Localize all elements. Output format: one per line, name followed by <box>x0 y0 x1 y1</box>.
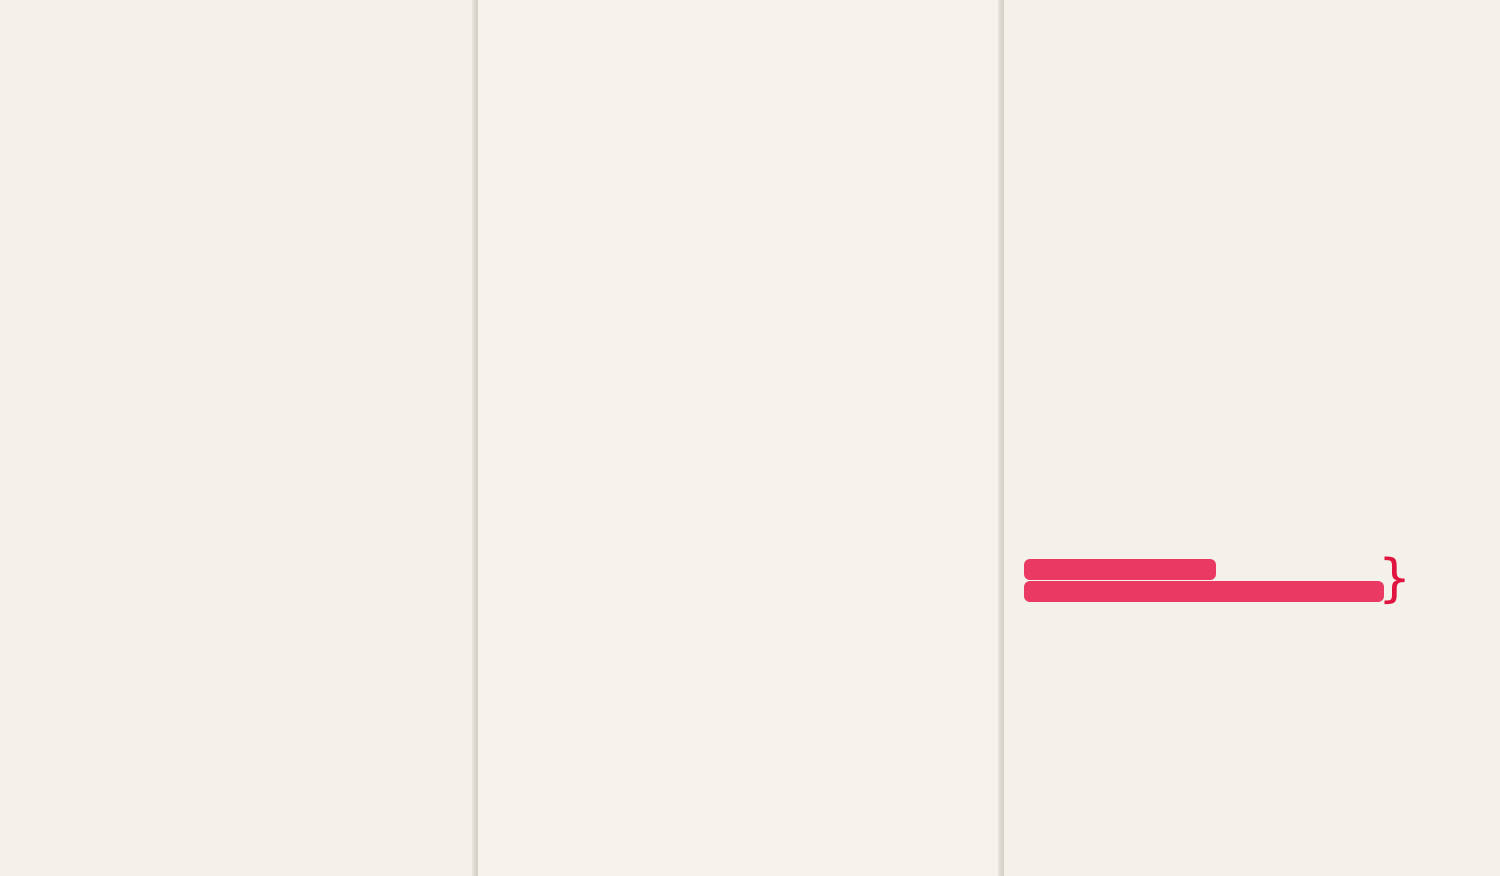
red-highlight-r6 <box>1024 581 1384 602</box>
red-highlight-r5 <box>1024 559 1216 580</box>
entry-list-item <box>53 316 63 332</box>
middle-panel <box>478 0 1000 876</box>
right-panel <box>1004 0 1500 876</box>
entry-list-item <box>53 250 63 266</box>
left-panel <box>0 0 474 876</box>
handwritten-brace: } <box>1378 549 1412 609</box>
entry-list-item <box>53 294 63 310</box>
